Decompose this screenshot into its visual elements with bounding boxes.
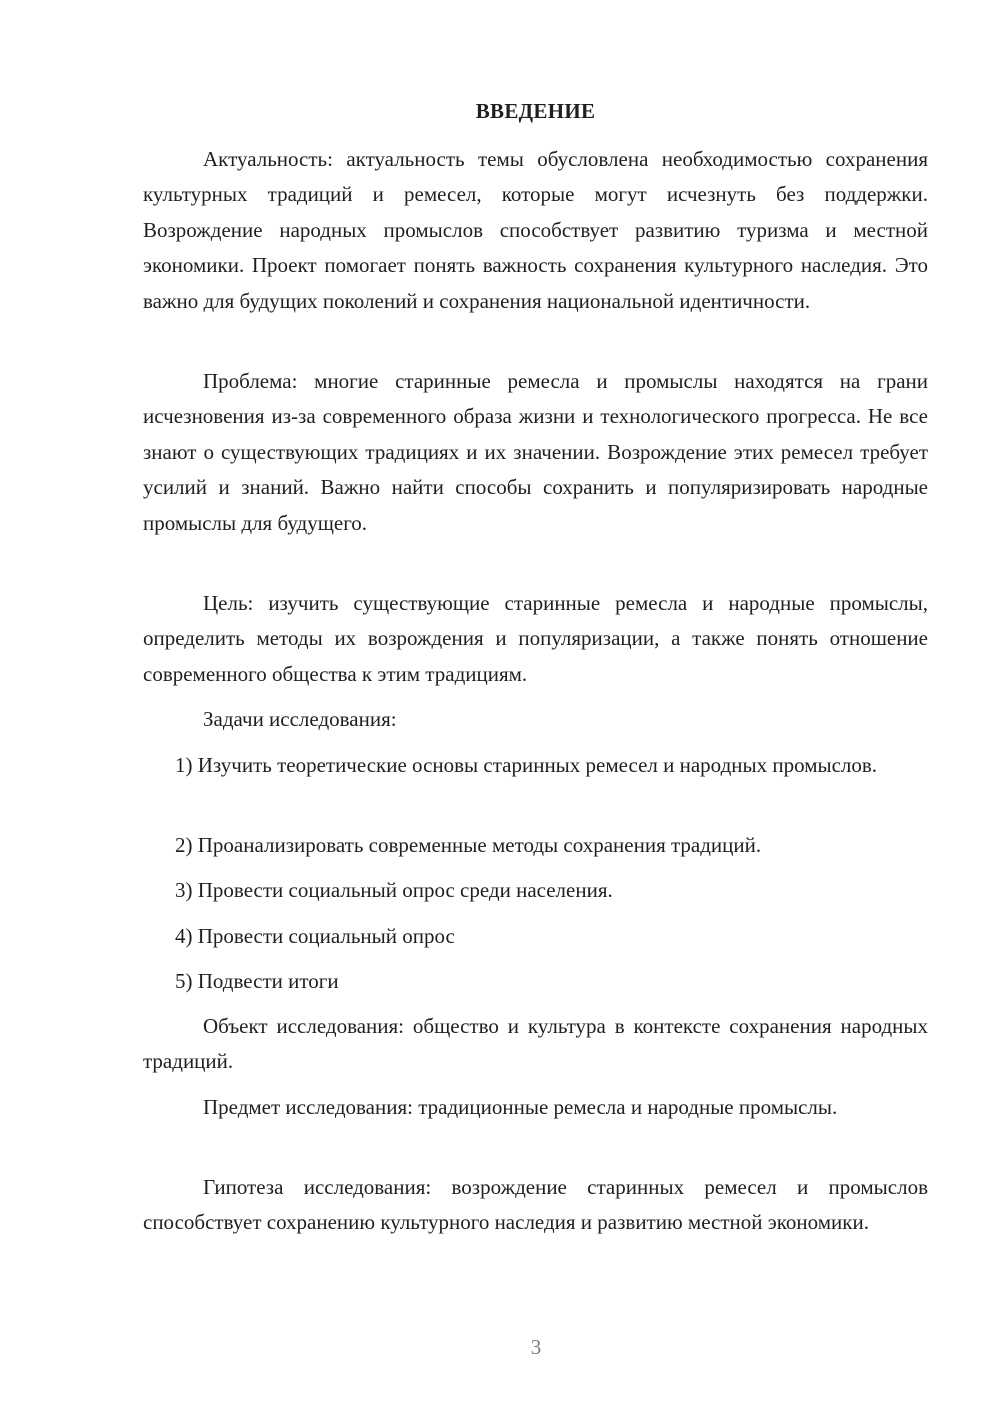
task-item-5: 5) Подвести итоги xyxy=(175,969,339,993)
task-item-2: 2) Проанализировать современные методы сохранения традиций. xyxy=(175,833,762,857)
paragraph-relevance: Актуальность: актуальность темы обусловлена необходимостью сохранения культурных традиций и ремесел, которые могут исчезнуть без поддержки. Возрождение народных промыслов способствует развитию туризма и местной экономики. Проект помогает понять важность сохранения культурного наследия. Это важно для будущих поколений и сохранения национальной идентичности. xyxy=(143,147,928,313)
page-number: 3 xyxy=(530,1335,542,1359)
paragraph-goal: Цель: изучить существующие старинные ремесла и народные промыслы, определить методы их возрождения и популяризации, а также понять отношение современного общества к этим традициям. xyxy=(143,591,928,686)
task-item-3: 3) Провести социальный опрос среди населения. xyxy=(175,878,613,902)
paragraph-hypothesis: Гипотеза исследования: возрождение старинных ремесел и промыслов способствует сохранению культурного наследия и развитию местной экономики. xyxy=(143,1175,928,1235)
task-item-4: 4) Провести социальный опрос xyxy=(175,924,455,948)
paragraph-problem: Проблема: многие старинные ремесла и промыслы находятся на грани исчезновения из-за современного образа жизни и технологического прогресса. Не все знают о существующих традициях и их значении. Возрождение этих ремесел требует усилий и знаний. Важно найти способы сохранить и популяризировать народные промыслы для будущего. xyxy=(143,369,928,535)
task-item-1: 1) Изучить теоретические основы старинных ремесел и народных промыслов. xyxy=(175,753,878,777)
section-title: ВВЕДЕНИЕ xyxy=(475,99,596,123)
tasks-heading: Задачи исследования: xyxy=(203,707,397,731)
paragraph-subject: Предмет исследования: традиционные ремесла и народные промыслы. xyxy=(203,1095,838,1119)
paragraph-object: Объект исследования: общество и культура в контексте сохранения народных традиций. xyxy=(143,1014,928,1074)
